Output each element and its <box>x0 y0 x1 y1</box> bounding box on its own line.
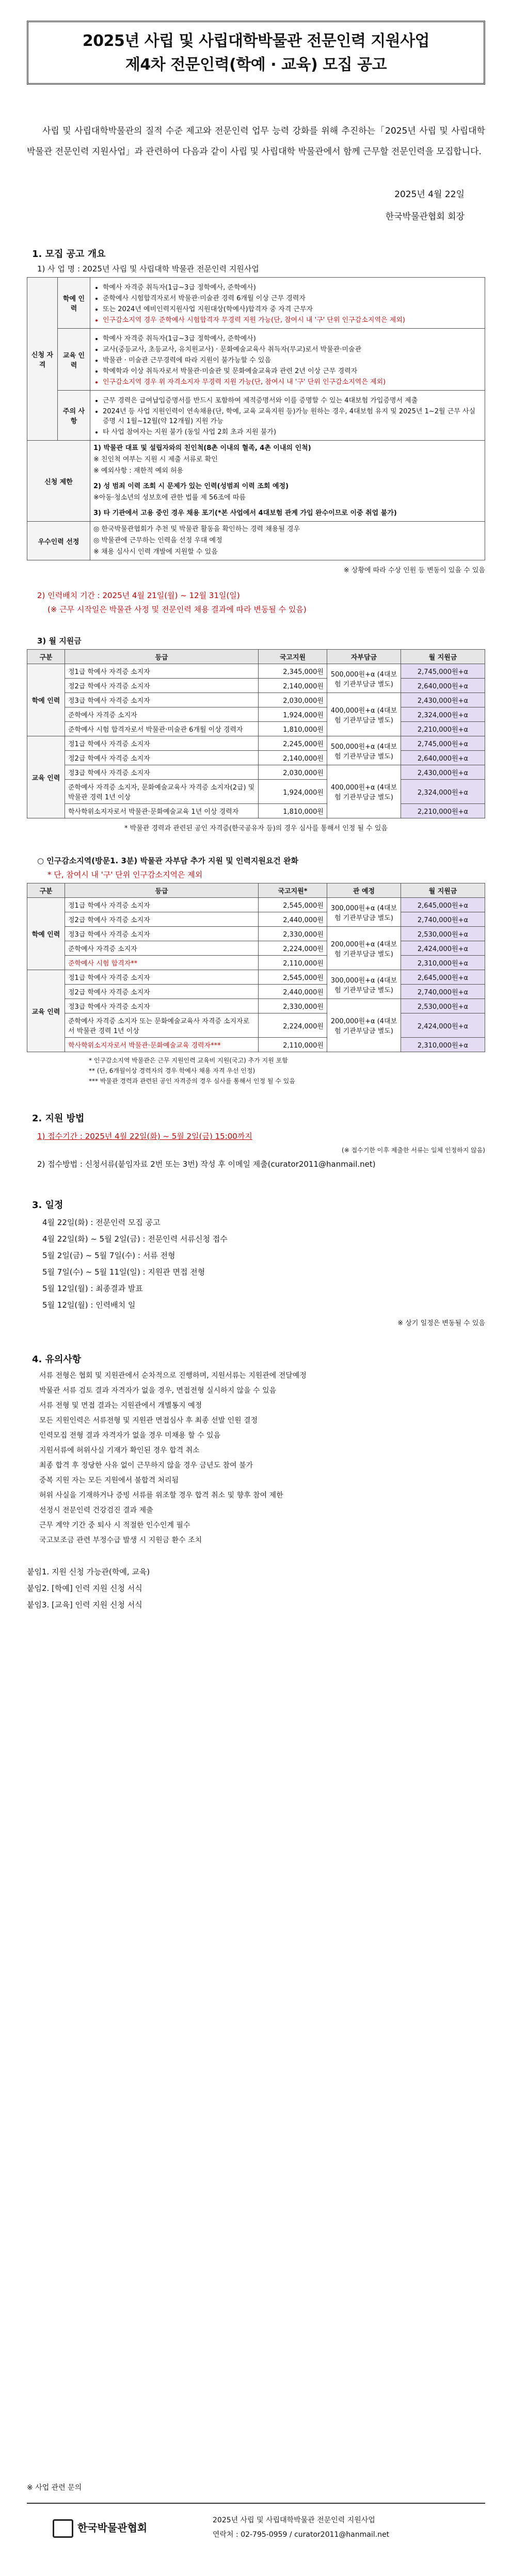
pay2-gov: 2,224,000원 <box>259 941 327 956</box>
pay2-header: 등급 <box>65 883 259 898</box>
pay2-note: * 인구감소지역 박물관은 근무 지원인력 교육비 지원(국고) 추가 지원 포함 <box>89 1057 288 1064</box>
pay2-grade: 정3급 학예사 자격증 소지자 <box>65 999 259 1013</box>
pay2-total: 2,530,000원+α <box>401 927 485 941</box>
museum-logo-icon <box>53 2519 73 2538</box>
pay-section-title: 3) 월 지원금 <box>37 636 82 646</box>
exclusion-item: 1) 박물관 대표 및 설립자와의 친인척(8촌 이내의 혈족, 4촌 이내의 인척) <box>93 444 311 452</box>
section-1-title: 1. 모집 공고 개요 <box>32 249 106 260</box>
pay-self: 500,000원+α (4대보험 기관부담금 별도) <box>327 664 401 693</box>
exclusion-item: ※아동·청소년의 성보호에 관한 법률 제 56조에 따름 <box>93 494 246 502</box>
pay-grade: 정3급 학예사 자격증 소지자 <box>65 693 259 707</box>
pay2-grade: 준학예사 자격증 소지자 또는 문화예술교육사 자격증 소지자로서 박물관 경력 1년 이상 <box>65 1013 259 1038</box>
req-item: • 근무 경력은 급여납입증명서를 반드시 포함하여 제적증명서와 이를 증명할 수 있는 4대보험 가입증명서 제출 <box>103 395 482 405</box>
pay2-table <box>27 883 485 1052</box>
req-item: • 2024년 등 사업 지원인력이 연속채용(단, 학예, 교육 교육지원 등)가능 원하는 경우, 4대보험 유지 및 2025년 1~2월 근무 사실 증명 시 1월~12월(약 12개월) 지원 가능 <box>103 406 482 425</box>
priority-item: ◎ 박물관에 근무하는 인력을 선정 우대 예정 <box>93 537 222 544</box>
pay-gov: 2,030,000원 <box>259 693 327 707</box>
req-item: • 인구감소지역 경우 위 자격소지자 무경력 지원 가능(단, 참여시 내 '구' 단위 인구감소지역은 제외) <box>103 376 482 386</box>
pay-gov: 1,924,000원 <box>259 707 327 722</box>
attachments <box>27 1564 485 1613</box>
req-label-caution: 주의 사항 <box>58 391 90 441</box>
pay2-self: 200,000원+α (4대보험 기관부담금 별도) <box>327 927 401 970</box>
pay2-note: *** 박물관 경력과 관련된 공인 자격증의 경우 심사를 통해서 인정 될 수 있음 <box>89 1077 295 1085</box>
pay-group-education: 교육 인력 <box>27 736 65 818</box>
pay-self: 400,000원+α (4대보험 기관부담금 별도) <box>327 765 401 818</box>
pay2-total: 2,740,000원+α <box>401 912 485 927</box>
pay2-total: 2,645,000원+α <box>401 898 485 912</box>
pay2-gov: 2,440,000원 <box>259 912 327 927</box>
apply-period <box>37 1128 485 1145</box>
pay-total: 2,210,000원+α <box>401 722 485 736</box>
title-line-1: 2025년 사립 및 사립대학박물관 전문인력 지원사업 <box>82 32 430 50</box>
req-label-education: 교육 인력 <box>58 329 90 391</box>
pay-gov: 2,030,000원 <box>259 765 327 780</box>
intro-paragraph: 사립 및 사립대학박물관의 질적 수준 제고와 전문인력 업무 능력 강화를 위해 추진하는「2025년 사립 및 사립대학 박물관 전문인력 지원사업」과 관련하여 다음과 같이 사립 및 사립대학 박물관에서 함께 근무할 전문인력을 모집합니다. <box>27 126 485 157</box>
pay2-total: 2,530,000원+α <box>401 999 485 1013</box>
pay-header: 국고지원 <box>259 650 327 664</box>
pay2-self: 200,000원+α (4대보험 기관부담금 별도) <box>327 999 401 1052</box>
notice-date: 2025년 4월 22일 <box>394 189 465 200</box>
pay-header: 월 지원금 <box>401 650 485 664</box>
req-item: • 학예사 자격증 취득자(1급~3급 정학예사, 준학예사) <box>103 333 482 343</box>
pay-total: 2,210,000원+α <box>401 804 485 818</box>
pay2-gov: 2,330,000원 <box>259 927 327 941</box>
title-box <box>27 21 485 85</box>
schedule-item: 5월 2일(금) ~ 5월 7일(수) : 서류 전형 <box>42 1251 175 1260</box>
pay-gov: 2,140,000원 <box>259 679 327 693</box>
pay2-gov: 2,440,000원 <box>259 985 327 999</box>
footer-info <box>213 2513 389 2542</box>
pay2-total: 2,740,000원+α <box>401 985 485 999</box>
caution-item: 국고보조금 관련 부정수급 발생 시 지원금 환수 조치 <box>39 1536 202 1544</box>
pay-grade: 준학예사 자격증 소지자 <box>65 707 259 722</box>
footer-line-1: 2025년 사립 및 사립대학박물관 전문인력 지원사업 <box>213 2516 375 2524</box>
project-name: 1) 사 업 명 : 2025년 사립 및 사립대학 박물관 전문인력 지원사업 <box>37 264 259 273</box>
schedule-item: 5월 12일(월) : 인력배치 일 <box>42 1300 136 1310</box>
caution-item: 선정시 전문인력 건강검진 결과 제출 <box>39 1506 153 1515</box>
pay2-note: ** (단, 6개월이상 경력자의 경우 학예사 채용 자격 우선 인정) <box>89 1067 255 1074</box>
footer-logo-text: 한국박물관협회 <box>77 2521 148 2534</box>
schedule-note: ※ 상기 일정은 변동될 수 있음 <box>397 1319 485 1327</box>
pay-grade: 준학예사 시험 합격자로서 박물관·미술관 6개월 이상 경력자 <box>65 722 259 736</box>
section-2-title: 2. 지원 방법 <box>32 1113 85 1124</box>
req-item: • 학예학과 이상 취득자로서 박물관·미술관 및 문화예술교육과 관련 2년 이상 근무 경력자 <box>103 365 482 375</box>
pay-total: 2,324,000원+α <box>401 780 485 804</box>
footer <box>27 2503 485 2555</box>
pay-total: 2,745,000원+α <box>401 736 485 751</box>
req-item: • 교사(중등교사, 초등교사, 유치원교사) · 문화예술교육사 취득자(무교)로서 박물관·미술관 <box>103 344 482 353</box>
exclusion-item: ※ 친인척 여부는 지원 시 제출 서류로 확인 <box>93 456 218 463</box>
pay-header: 구분 <box>27 650 65 664</box>
period-note: (※ 근무 시작일은 박물관 사정 및 전문인력 채용 결과에 따라 변동될 수 있음) <box>47 605 307 614</box>
pay2-gov: 2,110,000원 <box>259 956 327 970</box>
pay2-self: 300,000원+α (4대보험 기관부담금 별도) <box>327 970 401 999</box>
pay2-header: 구분 <box>27 883 65 898</box>
pay-grade: 정1급 학예사 자격증 소지자 <box>65 736 259 751</box>
section-3-title: 3. 일정 <box>32 1200 63 1211</box>
pay2-grade: 정1급 학예사 자격증 소지자 <box>65 898 259 912</box>
priority-item: ※ 채용 심사시 인력 개발에 지원할 수 있음 <box>93 548 218 556</box>
pay-header: 자부담금 <box>327 650 401 664</box>
schedule-list <box>42 1214 485 1313</box>
pay2-gov: 2,545,000원 <box>259 970 327 985</box>
schedule-item: 4월 22일(화) : 전문인력 모집 공고 <box>42 1218 161 1227</box>
footer-logo <box>53 2519 147 2538</box>
pay2-header: 관 예정 <box>327 883 401 898</box>
schedule-item: 5월 12일(월) : 최종결과 발표 <box>42 1284 143 1293</box>
pay2-total: 2,424,000원+α <box>401 1013 485 1038</box>
req-item: • 학예사 자격증 취득자(1급~3급 정학예사, 준학예사) <box>103 282 482 292</box>
exclusion-item: ※ 예외사항 : 재한적 예외 허용 <box>93 467 184 475</box>
pay-grade: 정2급 학예사 자격증 소지자 <box>65 679 259 693</box>
pay-total: 2,430,000원+α <box>401 693 485 707</box>
caution-item: 지원서류에 허위사실 기재가 확인된 경우 합격 취소 <box>39 1446 200 1455</box>
pay-self: 500,000원+α (4대보험 기관부담금 별도) <box>327 736 401 765</box>
pay-gov: 2,140,000원 <box>259 751 327 765</box>
pay2-group-education: 교육 인력 <box>27 970 65 1052</box>
pay-header: 등급 <box>65 650 259 664</box>
notice-page <box>27 21 485 1613</box>
caution-item: 서류 전형 및 면접 결과는 지원관에서 개별통지 예정 <box>39 1402 202 1410</box>
pay2-header: 월 지원금 <box>401 883 485 898</box>
priority-item: ◎ 한국박물관협회가 추천 및 박물관 활동을 확인하는 경력 채용될 경우 <box>93 525 300 533</box>
pay-gov: 1,924,000원 <box>259 780 327 804</box>
exclusion-item: 3) 타 기관에서 고용 중인 경우 채용 포기(*본 사업에서 4대보험 관계 가입 완수이므로 이중 취업 불가) <box>93 509 397 517</box>
pay-total: 2,745,000원+α <box>401 664 485 679</box>
contact-label: ※ 사업 관련 문의 <box>27 2484 82 2492</box>
pay-total: 2,640,000원+α <box>401 679 485 693</box>
pay2-total: 2,310,000원+α <box>401 956 485 970</box>
priority-cell <box>90 522 485 560</box>
caution-item: 최종 합격 후 정당한 사유 없이 근무하지 않을 경우 금년도 참여 불가 <box>39 1461 253 1470</box>
req-group-label: 신청 자격 <box>27 278 58 441</box>
caution-item: 근무 계약 기간 중 퇴사 시 적절한 인수인계 필수 <box>39 1521 190 1530</box>
pay-group-academic: 학예 인력 <box>27 664 65 736</box>
pay-total: 2,324,000원+α <box>401 707 485 722</box>
caution-item: 인력모집 전형 결과 자격자가 없을 경우 미채용 할 수 있음 <box>39 1431 221 1440</box>
attachment-item: 붙임2. [학예] 인력 지원 신청 서식 <box>27 1584 142 1593</box>
pay2-gov: 2,545,000원 <box>259 898 327 912</box>
notice-note: ※ 상황에 따라 수상 인원 등 변동이 있을 수 있음 <box>343 567 485 574</box>
pay-grade: 정1급 학예사 자격증 소지자 <box>65 664 259 679</box>
req-item: • 또는 2024년 예비인력지원사업 지원대상(학예사)합격자 중 자격 근무자 <box>103 303 482 313</box>
caution-item: 허위 사실을 기재하거나 증빙 서류를 위조할 경우 합격 취소 및 향후 참여 제한 <box>39 1491 283 1500</box>
pay-grade: 학사학위소지자로서 박물관·문화예술교육 1년 이상 경력자 <box>65 804 259 818</box>
requirements-table <box>27 277 485 560</box>
title-line-2: 제4차 전문인력(학예 · 교육) 모집 공고 <box>125 56 387 74</box>
pay2-group-academic: 학예 인력 <box>27 898 65 970</box>
pay2-total: 2,310,000원+α <box>401 1038 485 1052</box>
pay2-subtitle: * 단, 참여시 내 '구' 단위 인구감소지역은 제외 <box>47 870 203 879</box>
period-label: 2) 인력배치 기간 : 2025년 4월 21일(월) ~ 12월 31일(일) <box>37 591 240 600</box>
req-education-cell <box>90 329 485 391</box>
pay-gov: 2,245,000원 <box>259 736 327 751</box>
req-academic-cell <box>90 278 485 329</box>
caution-item: 중복 지원 자는 모든 지원에서 불합격 처리됨 <box>39 1476 179 1485</box>
pay-grade: 준학예사 자격증 소지자, 문화예술교육사 자격증 소지자(2급) 및 박물관 경력 1년 이상 <box>65 780 259 804</box>
pay-grade: 정3급 학예사 자격증 소지자 <box>65 765 259 780</box>
pay-self: 400,000원+α (4대보험 기관부담금 별도) <box>327 693 401 736</box>
pay2-grade: 준학예사 시험 합격자** <box>65 956 259 970</box>
exclusion-label: 신청 제한 <box>27 441 90 522</box>
pay-total: 2,430,000원+α <box>401 765 485 780</box>
apply-period-text: 1) 접수기간 : 2025년 4월 22일(화) ~ 5월 2일(금) 15:00까지 <box>37 1132 252 1141</box>
req-item: • 준학예사 시험합격자로서 박물관·미술관 경력 6개월 이상 근무 경력자 <box>103 293 482 302</box>
pay2-grade: 정3급 학예사 자격증 소지자 <box>65 927 259 941</box>
req-item: • 박물관 · 미술관 근무경력에 따라 지원이 불가능할 수 있음 <box>103 355 482 364</box>
pay2-notes <box>27 1055 485 1086</box>
req-label-academic: 학예 인력 <box>58 278 90 329</box>
schedule-item: 5월 7일(수) ~ 5월 11일(일) : 지원관 면접 전형 <box>42 1267 205 1277</box>
pay2-total: 2,645,000원+α <box>401 970 485 985</box>
pay-grade: 정2급 학예사 자격증 소지자 <box>65 751 259 765</box>
pay-table <box>27 649 485 818</box>
pay2-title: ○ 인구감소지역(방문1. 3분) 박물관 자부담 추가 지원 및 인력지원요건 완화 <box>37 856 299 865</box>
pay2-self: 300,000원+α (4대보험 기관부담금 별도) <box>327 898 401 927</box>
pay-note: * 박물관 경력과 관련된 공인 자격증(한국공유자 등)의 경우 심사를 통해서 인정 될 수 있음 <box>124 825 388 832</box>
pay2-header: 국고지원* <box>259 883 327 898</box>
pay2-grade: 정2급 학예사 자격증 소지자 <box>65 912 259 927</box>
pay2-grade: 준학예사 자격증 소지자 <box>65 941 259 956</box>
pay2-grade: 학사학위소지자로서 박물관·문화예술교육 경력자*** <box>65 1038 259 1052</box>
pay2-gov: 2,110,000원 <box>259 1038 327 1052</box>
pay-gov: 1,810,000원 <box>259 804 327 818</box>
attachment-item: 붙임1. 지원 신청 가능관(학예, 교육) <box>27 1567 150 1576</box>
req-item: • 타 사업 참여자는 지원 불가 (동일 사업 2회 초과 지원 불가) <box>103 426 482 436</box>
caution-item: 서류 전형은 협회 및 지원관에서 순차적으로 진행하며, 지원서류는 지원관에 전달예정 <box>39 1372 307 1380</box>
pay2-total: 2,424,000원+α <box>401 941 485 956</box>
exclusion-cell <box>90 441 485 522</box>
pay-total: 2,640,000원+α <box>401 751 485 765</box>
issuer: 한국박물관협회 회장 <box>385 212 465 222</box>
pay2-grade: 정1급 학예사 자격증 소지자 <box>65 970 259 985</box>
pay2-grade: 정2급 학예사 자격증 소지자 <box>65 985 259 999</box>
attachment-item: 붙임3. [교육] 인력 지원 신청 서식 <box>27 1600 142 1609</box>
pay2-gov: 2,330,000원 <box>259 999 327 1013</box>
apply-period-note: (※ 접수기한 이후 제출한 서류는 일체 인정하지 않음) <box>342 1147 485 1154</box>
apply-method: 2) 접수방법 : 신청서류(붙임자료 2번 또는 3번) 작성 후 이메일 제출(curator2011@hanmail.net) <box>37 1160 376 1169</box>
pay-gov: 1,810,000원 <box>259 722 327 736</box>
footer-line-2: 연락처 : 02-795-0959 / curator2011@hanmail.net <box>213 2531 390 2539</box>
pay2-gov: 2,224,000원 <box>259 1013 327 1038</box>
caution-item: 모든 지원인력은 서류전형 및 지원관 면접심사 후 최종 선발 인원 결정 <box>39 1416 258 1425</box>
schedule-item: 4월 22일(화) ~ 5월 2일(금) : 전문인력 서류신청 접수 <box>42 1234 228 1244</box>
section-4-title: 4. 유의사항 <box>32 1354 82 1365</box>
pay-gov: 2,345,000원 <box>259 664 327 679</box>
exclusion-item: 2) 성 범죄 이력 조회 시 문제가 있는 인력(성범죄 이력 조회 예정) <box>93 482 289 490</box>
caution-list <box>39 1369 485 1548</box>
req-caution-cell <box>90 391 485 441</box>
req-item: • 인구감소지역 경우 준학예사 시험합격자 무경력 지원 가능(단, 참여시 내 '구' 단위 인구감소지역은 제외) <box>103 314 482 324</box>
priority-label: 우수인력 선정 <box>27 522 90 560</box>
caution-item: 박물관 서류 검토 결과 자격자가 없을 경우, 면접전형 실시하지 않을 수 있음 <box>39 1387 277 1395</box>
